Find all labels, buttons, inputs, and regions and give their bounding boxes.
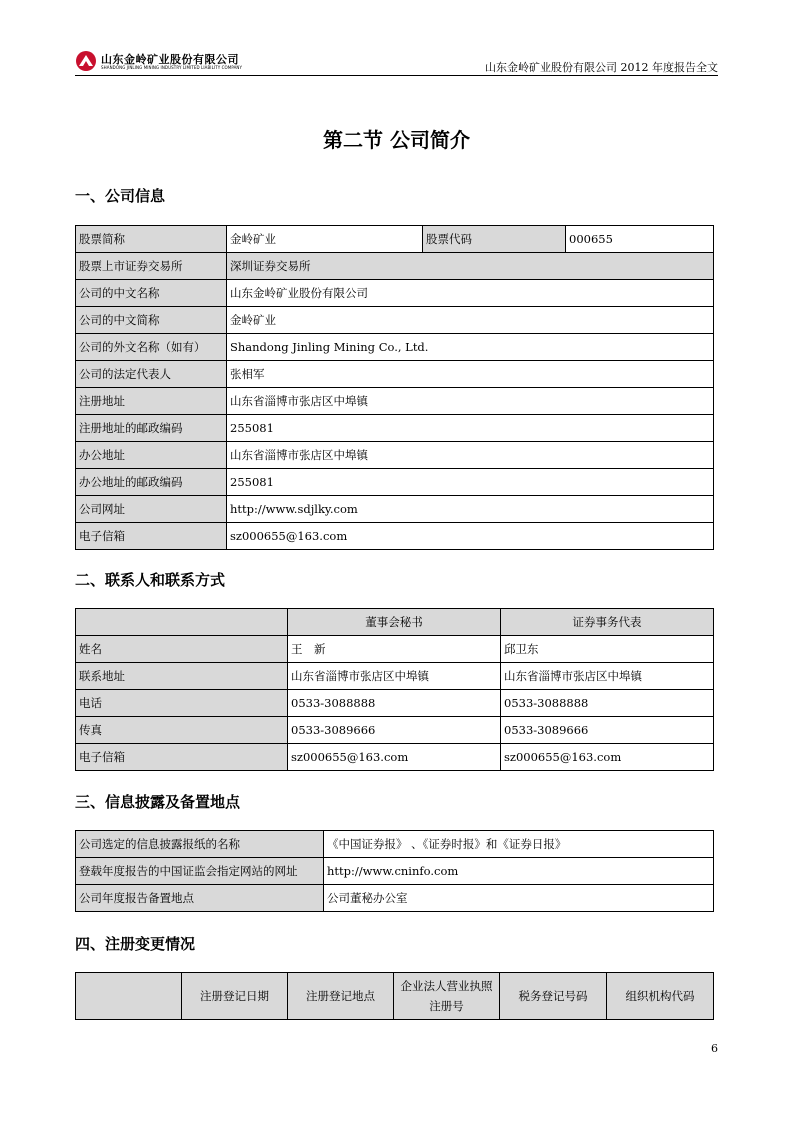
table-row xyxy=(76,253,714,280)
row-value: 山东省淄博市张店区中埠镇 xyxy=(227,442,714,469)
row-label: 注册地址的邮政编码 xyxy=(76,415,227,442)
table-row xyxy=(76,858,714,885)
row-value: 255081 xyxy=(227,469,714,496)
row-label: 办公地址 xyxy=(76,442,227,469)
representative-value: sz000655@163.com xyxy=(501,744,714,771)
stock-short-label: 股票简称 xyxy=(76,226,227,253)
row-value: 金岭矿业 xyxy=(227,307,714,334)
row-value: 张相军 xyxy=(227,361,714,388)
registration-change-table xyxy=(75,972,714,1020)
table-row xyxy=(76,469,714,496)
row-value: sz000655@163.com xyxy=(227,523,714,550)
table-row xyxy=(76,690,714,717)
row-label: 姓名 xyxy=(76,636,288,663)
row-value: http://www.sdjlky.com xyxy=(227,496,714,523)
row-value: Shandong Jinling Mining Co., Ltd. xyxy=(227,334,714,361)
header-empty-cell xyxy=(76,973,182,1020)
section-4-heading: 四、注册变更情况 xyxy=(75,935,196,953)
row-value: 山东金岭矿业股份有限公司 xyxy=(227,280,714,307)
table-row xyxy=(76,663,714,690)
page-title: 第二节 公司简介 xyxy=(323,128,470,152)
row-label: 公司的中文名称 xyxy=(76,280,227,307)
header-report-title: 山东金岭矿业股份有限公司 2012 年度报告全文 xyxy=(485,61,718,74)
representative-value: 0533-3089666 xyxy=(501,717,714,744)
page-number: 6 xyxy=(711,1042,718,1055)
row-label: 登载年度报告的中国证监会指定网站的网址 xyxy=(76,858,324,885)
table-row xyxy=(76,442,714,469)
secretary-value: 王 新 xyxy=(288,636,501,663)
column-header: 企业法人营业执照注册号 xyxy=(394,973,500,1020)
table-row xyxy=(76,496,714,523)
representative-value: 邱卫东 xyxy=(501,636,714,663)
table-row xyxy=(76,717,714,744)
row-label: 注册地址 xyxy=(76,388,227,415)
row-label: 办公地址的邮政编码 xyxy=(76,469,227,496)
row-label: 电子信箱 xyxy=(76,523,227,550)
row-label: 公司的中文简称 xyxy=(76,307,227,334)
secretary-value: 0533-3089666 xyxy=(288,717,501,744)
table-row xyxy=(76,361,714,388)
table-header-row xyxy=(76,609,714,636)
row-label: 联系地址 xyxy=(76,663,288,690)
representative-value: 0533-3088888 xyxy=(501,690,714,717)
row-label: 股票上市证券交易所 xyxy=(76,253,227,280)
row-label: 公司的法定代表人 xyxy=(76,361,227,388)
column-header: 董事会秘书 xyxy=(288,609,501,636)
table-row xyxy=(76,831,714,858)
company-logo xyxy=(75,50,97,76)
logo-text-en: SHANDONG JINLING MINING INDUSTRY LIMITED LIABILITY COMPANY xyxy=(101,65,243,70)
row-label: 传真 xyxy=(76,717,288,744)
row-label: 电话 xyxy=(76,690,288,717)
secretary-value: 0533-3088888 xyxy=(288,690,501,717)
company-info-table xyxy=(75,225,714,550)
secretary-value: sz000655@163.com xyxy=(288,744,501,771)
header-empty-cell xyxy=(76,609,288,636)
table-row xyxy=(76,334,714,361)
row-value: 深圳证券交易所 xyxy=(227,253,714,280)
column-header: 注册登记日期 xyxy=(182,973,288,1020)
row-label: 公司选定的信息披露报纸的名称 xyxy=(76,831,324,858)
logo-text-cn: 山东金岭矿业股份有限公司 xyxy=(101,53,239,66)
row-value: 255081 xyxy=(227,415,714,442)
table-row xyxy=(76,885,714,912)
table-header-row xyxy=(76,973,714,1020)
stock-code-value: 000655 xyxy=(566,226,714,253)
representative-value: 山东省淄博市张店区中埠镇 xyxy=(501,663,714,690)
row-value: 公司董秘办公室 xyxy=(324,885,714,912)
column-header: 注册登记地点 xyxy=(288,973,394,1020)
page-header xyxy=(75,45,718,76)
disclosure-table xyxy=(75,830,714,912)
secretary-value: 山东省淄博市张店区中埠镇 xyxy=(288,663,501,690)
row-label: 公司的外文名称（如有） xyxy=(76,334,227,361)
table-row xyxy=(76,388,714,415)
row-value: 《中国证券报》 、《证券时报》和《证券日报》 xyxy=(324,831,714,858)
stock-short-value: 金岭矿业 xyxy=(227,226,423,253)
table-row xyxy=(76,636,714,663)
row-label: 公司年度报告备置地点 xyxy=(76,885,324,912)
row-label: 电子信箱 xyxy=(76,744,288,771)
section-2-heading: 二、联系人和联系方式 xyxy=(75,571,226,589)
stock-code-label: 股票代码 xyxy=(423,226,566,253)
row-value: http://www.cninfo.com xyxy=(324,858,714,885)
contacts-table xyxy=(75,608,714,771)
table-row xyxy=(76,280,714,307)
table-row xyxy=(76,744,714,771)
section-1-heading: 一、公司信息 xyxy=(75,187,166,205)
table-row xyxy=(76,226,714,253)
row-value: 山东省淄博市张店区中埠镇 xyxy=(227,388,714,415)
column-header: 税务登记号码 xyxy=(500,973,607,1020)
table-row xyxy=(76,523,714,550)
column-header: 证券事务代表 xyxy=(501,609,714,636)
table-row xyxy=(76,415,714,442)
company-logo-icon xyxy=(75,50,97,72)
row-label: 公司网址 xyxy=(76,496,227,523)
column-header: 组织机构代码 xyxy=(607,973,714,1020)
table-row xyxy=(76,307,714,334)
section-3-heading: 三、信息披露及备置地点 xyxy=(75,793,241,811)
